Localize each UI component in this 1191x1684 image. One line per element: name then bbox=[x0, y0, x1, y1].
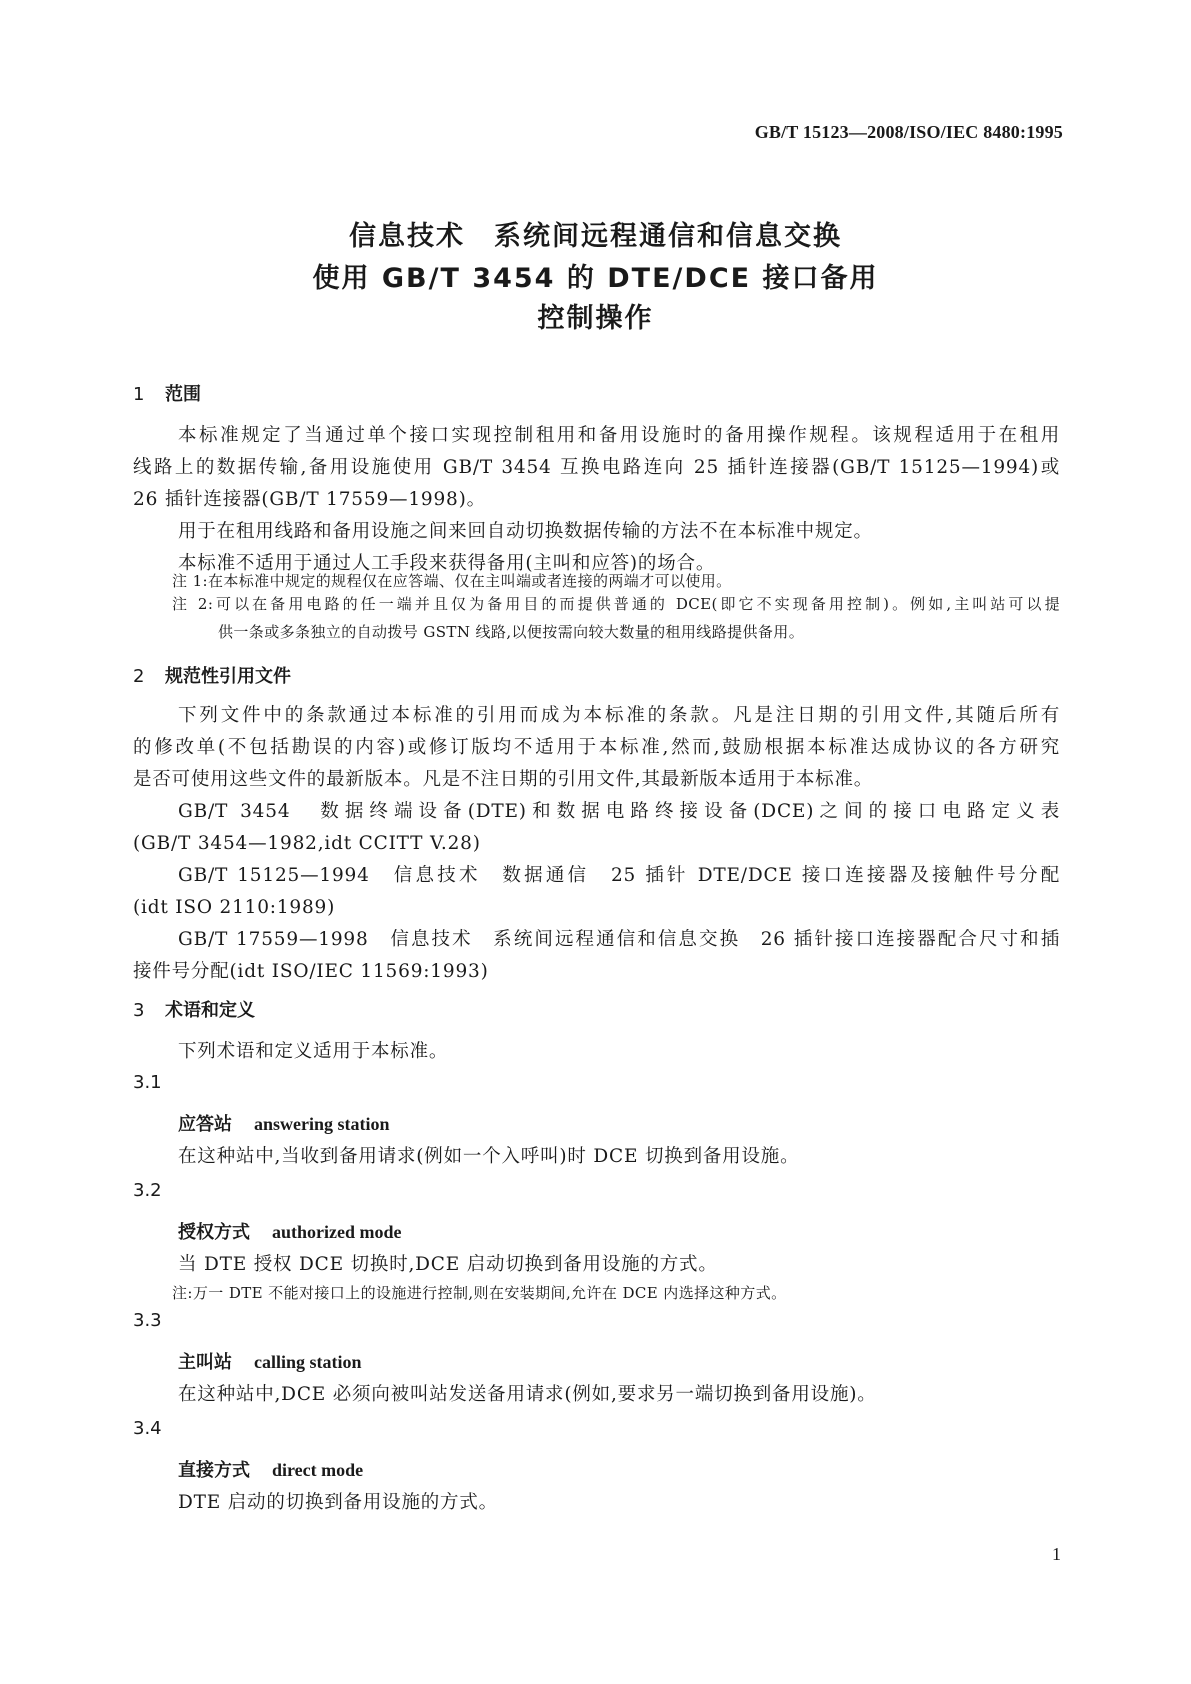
standard-number: GB/T 15123—2008/ISO/IEC 8480:1995 bbox=[754, 122, 1063, 142]
section-heading-scope bbox=[133, 380, 201, 406]
term-definition: 当 DTE 授权 DCE 切换时,DCE 启动切换到备用设施的方式。 bbox=[178, 1254, 718, 1275]
section-number: 2 bbox=[133, 666, 145, 687]
paragraph-line: 是否可使用这些文件的最新版本。凡是不注日期的引用文件,其最新版本适用于本标准。 bbox=[133, 769, 874, 790]
clause-number: 3.1 bbox=[133, 1072, 162, 1093]
paragraph-line: 下列文件中的条款通过本标准的引用而成为本标准的条款。凡是注日期的引用文件,其随后所有 bbox=[178, 705, 1060, 726]
section-heading-terms-definitions bbox=[133, 996, 255, 1022]
term-entry bbox=[178, 1218, 402, 1244]
reference-line: GB/T 3454 数据终端设备(DTE)和数据电路终接设备(DCE)之间的接口电路定义表 bbox=[178, 801, 1060, 822]
document-title-line-1: 信息技术 系统间远程通信和信息交换 bbox=[349, 221, 842, 252]
paragraph: 本标准不适用于通过人工手段来获得备用(主叫和应答)的场合。 bbox=[178, 553, 716, 574]
section-number: 3 bbox=[133, 1000, 145, 1021]
section-title: 规范性引用文件 bbox=[165, 666, 291, 687]
term-en: answering station bbox=[254, 1114, 390, 1134]
term-entry bbox=[178, 1348, 362, 1374]
term-entry bbox=[178, 1110, 390, 1136]
reference-line: (idt ISO 2110:1989) bbox=[133, 897, 336, 918]
note-line: 注 2:可以在备用电路的任一端并且仅为备用目的而提供普通的 DCE(即它不实现备用控制)。例如,主叫站可以提 bbox=[172, 595, 1060, 613]
paragraph: 下列术语和定义适用于本标准。 bbox=[178, 1041, 449, 1062]
note bbox=[172, 590, 1060, 646]
term-zh: 主叫站 bbox=[178, 1352, 232, 1373]
term-definition: 在这种站中,DCE 必须向被叫站发送备用请求(例如,要求另一端切换到备用设施)。 bbox=[178, 1384, 877, 1405]
reference-line: GB/T 15125—1994 信息技术 数据通信 25 插针 DTE/DCE 接口连接器及接触件号分配 bbox=[178, 865, 1060, 886]
reference-line: 接件号分配(idt ISO/IEC 11569:1993) bbox=[133, 961, 489, 982]
paragraph-line: 的修改单(不包括勘误的内容)或修订版均不适用于本标准,然而,鼓励根据本标准达成协议的各方研究 bbox=[133, 737, 1060, 758]
clause-number: 3.4 bbox=[133, 1418, 162, 1439]
note: 注 1:在本标准中规定的规程仅在应答端、仅在主叫端或者连接的两端才可以使用。 bbox=[172, 572, 732, 590]
term-en: authorized mode bbox=[272, 1222, 402, 1242]
section-heading-normative-references bbox=[133, 662, 291, 688]
term-zh: 应答站 bbox=[178, 1114, 232, 1135]
clause-number: 3.3 bbox=[133, 1310, 162, 1331]
section-title: 范围 bbox=[165, 384, 201, 405]
section-title: 术语和定义 bbox=[165, 1000, 255, 1021]
document-title-line-3: 控制操作 bbox=[537, 303, 654, 334]
paragraph-line: 26 插针连接器(GB/T 17559—1998)。 bbox=[133, 489, 486, 510]
note-line: 供一条或多条独立的自动拨号 GSTN 线路,以便按需向较大数量的租用线路提供备用。 bbox=[218, 623, 805, 641]
term-zh: 直接方式 bbox=[178, 1460, 250, 1481]
clause-number: 3.2 bbox=[133, 1180, 162, 1201]
note: 注:万一 DTE 不能对接口上的设施进行控制,则在安装期间,允许在 DCE 内选择这种方式。 bbox=[172, 1284, 787, 1302]
section-number: 1 bbox=[133, 384, 145, 405]
page-number: 1 bbox=[1052, 1544, 1061, 1564]
term-en: direct mode bbox=[272, 1460, 364, 1480]
document-title-line-2: 使用 GB/T 3454 的 DTE/DCE 接口备用 bbox=[312, 263, 879, 294]
term-en: calling station bbox=[254, 1352, 362, 1372]
term-definition: DTE 启动的切换到备用设施的方式。 bbox=[178, 1492, 498, 1513]
paragraph-line: 线路上的数据传输,备用设施使用 GB/T 3454 互换电路连向 25 插针连接器(GB/T 15125—1994)或 bbox=[133, 457, 1060, 478]
paragraph: 用于在租用线路和备用设施之间来回自动切换数据传输的方法不在本标准中规定。 bbox=[178, 521, 873, 542]
reference-line: GB/T 17559—1998 信息技术 系统间远程通信和信息交换 26 插针接口连接器配合尺寸和插 bbox=[178, 929, 1060, 950]
term-definition: 在这种站中,当收到备用请求(例如一个入呼叫)时 DCE 切换到备用设施。 bbox=[178, 1146, 800, 1167]
term-zh: 授权方式 bbox=[178, 1222, 250, 1243]
paragraph-line: 本标准规定了当通过单个接口实现控制租用和备用设施时的备用操作规程。该规程适用于在租用 bbox=[178, 425, 1060, 446]
reference-line: (GB/T 3454—1982,idt CCITT V.28) bbox=[133, 833, 481, 854]
term-entry bbox=[178, 1456, 363, 1482]
